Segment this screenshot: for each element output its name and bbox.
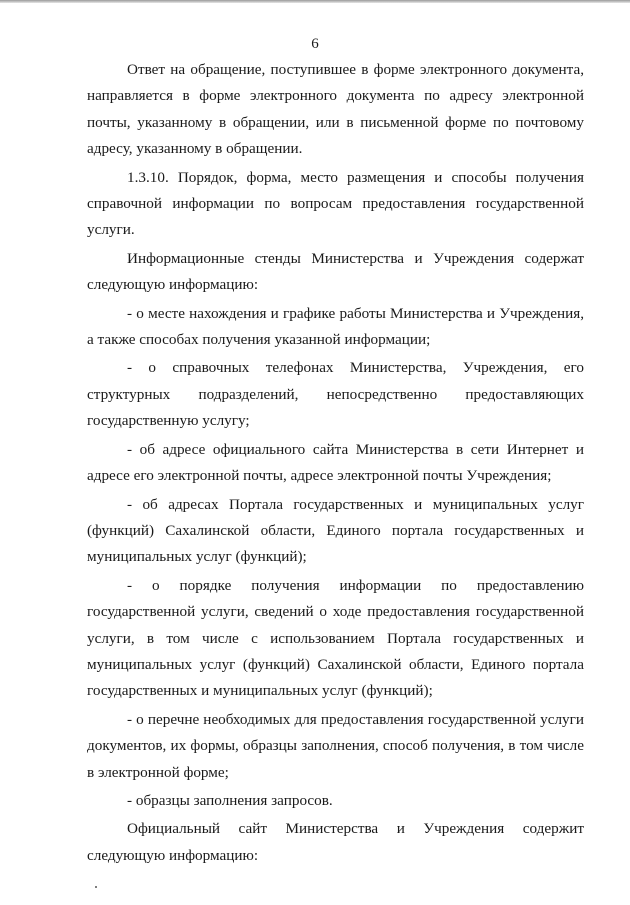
paragraph-info-stands: Информационные стенды Министерства и Учреждения содержат следующую информацию: bbox=[87, 249, 584, 294]
paragraph-section-1-3-10: 1.3.10. Порядок, форма, место размещения и способы получения справочной информации по вопросам предоставления государственной услуги. bbox=[87, 168, 584, 239]
scan-speck bbox=[95, 886, 97, 888]
list-item-samples: - образцы заполнения запросов. bbox=[127, 791, 333, 809]
scan-top-edge bbox=[0, 0, 630, 3]
list-item-phones: - о справочных телефонах Министерства, Учреждения, его структурных подразделений, непосредственно предоставляющих государственную услугу; bbox=[87, 359, 584, 430]
list-item-website-email: - об адресе официального сайта Министерства в сети Интернет и адресе его электронной почты, адресе электронной почты Учреждения; bbox=[87, 440, 584, 485]
list-item-portals: - об адресах Портала государственных и муниципальных услуг (функций) Сахалинской области, Единого портала государственных и муниципальных услуг (функций); bbox=[87, 495, 584, 566]
paragraph-official-site: Официальный сайт Министерства и Учреждения содержит следующую информацию: bbox=[87, 820, 584, 864]
list-item-documents: - о перечне необходимых для предоставления государственной услуги документов, их формы, образцы заполнения, способ получения, в том числе в электронной форме; bbox=[87, 710, 584, 781]
document-body bbox=[87, 57, 584, 869]
paragraph-electronic-response: Ответ на обращение, поступившее в форме электронного документа, направляется в форме электронного документа по адресу электронной почты, указанному в обращении, или в письменной форме по почтовому адресу, указанному в обращении. bbox=[87, 61, 584, 158]
list-item-location-schedule: - о месте нахождения и графике работы Министерства и Учреждения, а также способах получения указанной информации; bbox=[87, 304, 584, 349]
page-number: 6 bbox=[311, 36, 319, 52]
list-item-procedure: - о порядке получения информации по предоставлению государственной услуги, сведений о ходе предоставления государственной услуги, в том числе с использованием Портала государственных и муниципальных услуг (функций) Сахалинской области, Единого портала государственных и муниципальных услуг (функций); bbox=[87, 576, 584, 700]
